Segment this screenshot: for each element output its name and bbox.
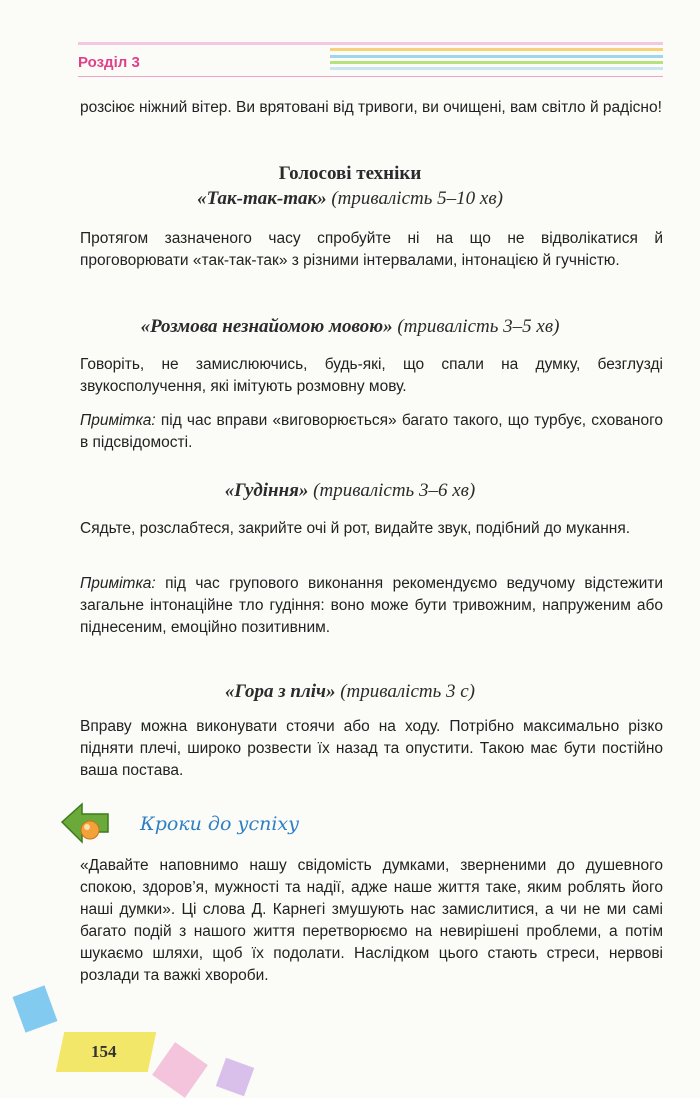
note-label: Примітка: [80,575,156,592]
exercise-title: «Гора з пліч» [224,681,336,702]
intro-paragraph: розсіює ніжний вітер. Ви врятовані від тривоги, ви очищені, вам світло й радісно! [80,99,662,116]
note-label: Примітка: [80,412,156,429]
exercise-duration: (тривалість 3 с) [340,681,476,702]
exercise-note [80,573,663,639]
exercise-duration: (тривалість 3–5 хв) [397,316,560,337]
exercise-note [80,410,663,454]
section-label: Розділ 3 [78,54,140,71]
exercise-title: «Так-так-так» [197,188,327,209]
exercise-heading [0,681,700,703]
steps-title: Кроки до успіху [140,813,300,835]
exercise-text: Протягом зазначеного часу спробуйте ні на що не відволікатися й проговорювати «так-так-так» з різними інтервалами, інтонацією й гучністю. [80,230,663,269]
steps-text: «Давайте наповнимо нашу свідомість думками, зверненими до душевного спокою, здоров’я, мужності та надії, адже наше життя таке, яким роблять його наші думки». Ці слова Д. Карнегі змушують нас замислитися, а чи не ми самі багато подій з нашого життя перетворюємо на невирішені проблеми, а потім шукаємо шляхи, щоб їх подолати. Наслідком цього стають стреси, нервові розлади та важкі хвороби. [80,857,663,984]
exercise-duration: (тривалість 3–6 хв) [313,480,476,501]
steps-icon [60,800,120,850]
exercise-title: «Розмова незнайомою мовою» [140,316,393,337]
note-text: під час вправи «виговорюється» багато такого, що турбує, схованого в підсвідомості. [80,412,664,451]
exercise-heading [0,316,700,338]
section-title: Голосові техніки [278,163,422,184]
exercise-text: Вправу можна виконувати стоячи або на ходу. Потрібно максимально різко підняти плечі, широко розвести їх назад та опустити. Такою має бути постійно ваша постава. [80,718,663,779]
exercise-text: Говоріть, не замислюючись, будь-які, що спали на думку, безглузді звукосполучення, які імітують розмовну мову. [80,356,663,395]
note-text: під час групового виконання рекомендуємо ведучому відстежити загальне інтонаційне тло гудіння: воно може бути тривожним, напруженим або піднесеним, емоційно позитивним. [80,575,663,636]
exercise-heading [0,480,700,502]
page-number: 154 [91,1042,117,1061]
exercise-title: «Гудіння» [224,480,309,501]
exercise-heading [0,188,700,210]
exercise-text: Сядьте, розслабтеся, закрийте очі й рот, видайте звук, подібний до мукання. [80,520,631,537]
exercise-duration: (тривалість 5–10 хв) [331,188,503,209]
